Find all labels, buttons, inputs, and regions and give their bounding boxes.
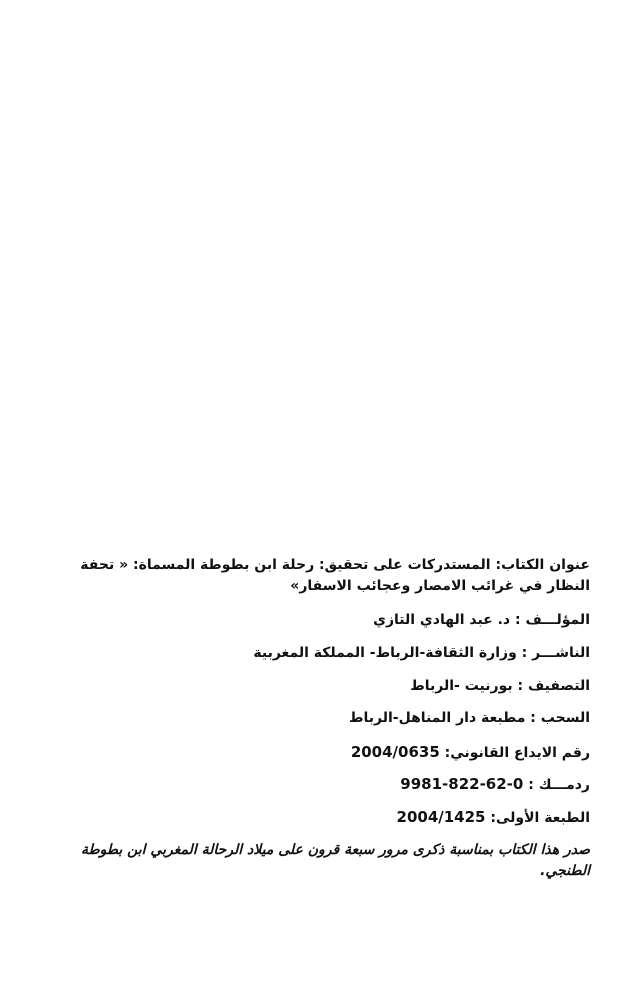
printing-line: السحب : مطبعة دار المناهل-الرباط	[348, 710, 590, 726]
typesetting-label: التصفيف	[527, 678, 590, 694]
typesetting-value: بورنيت -الرباط	[410, 678, 513, 694]
author-label: المؤلـــف	[525, 612, 590, 628]
isbn-line: ردمـــك : 9981-822-62-0	[400, 775, 590, 793]
isbn-label: ردمـــك	[538, 777, 590, 793]
printing-value: مطبعة دار المناهل-الرباط	[348, 710, 526, 726]
publisher-label: الناشـــر	[532, 645, 590, 661]
author-line: المؤلـــف : د. عبد الهادي التازي	[373, 612, 590, 628]
printing-label: السحب	[540, 710, 590, 726]
book-title-line	[70, 555, 590, 597]
publisher-line: الناشـــر : وزارة الثقافة-الرباط- المملكة المغربية	[253, 645, 590, 661]
publisher-value: وزارة الثقافة-الرباط- المملكة المغربية	[253, 645, 517, 661]
book-title-value: المستدركات على تحقيق: رحلة ابن بطوطة المسماة: « تحفة النظار في غرائب الامصار وعجائب الاسفار»	[80, 557, 590, 594]
isbn-value: 9981-822-62-0	[400, 775, 524, 793]
legal-deposit-value: 2004/0635	[350, 743, 440, 761]
edition-value: 2004/1425	[396, 808, 486, 826]
publication-note: صدر هذا الكتاب بمناسبة ذكرى مرور سبعة قرون على ميلاد الرحالة المغربي ابن بطوطة الطنجي.	[80, 842, 590, 879]
book-title-label: عنوان الكتاب:	[495, 557, 590, 573]
edition-line	[397, 808, 590, 826]
typesetting-line: التصفيف : بورنيت -الرباط	[410, 678, 590, 694]
edition-label: الطبعة الأولى:	[490, 810, 590, 826]
legal-deposit-label: رقم الايداع القانوني:	[444, 745, 590, 761]
author-value: د. عبد الهادي التازي	[373, 612, 511, 628]
legal-deposit-line	[351, 743, 590, 761]
